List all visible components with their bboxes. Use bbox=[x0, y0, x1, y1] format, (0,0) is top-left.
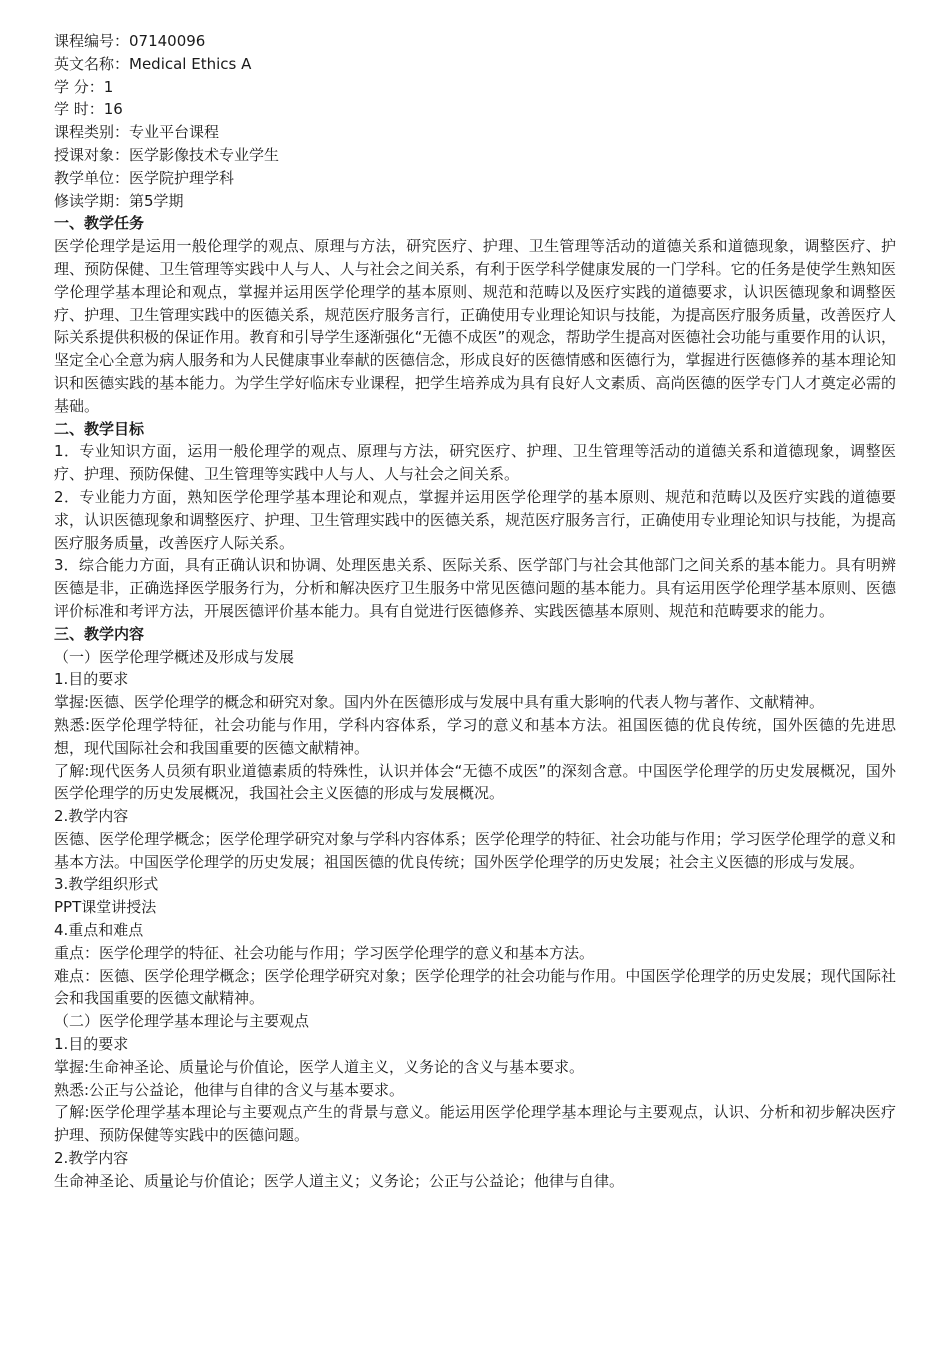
unit-1 bbox=[54, 646, 896, 1011]
teaching-form: PPT课堂讲授法 bbox=[54, 898, 157, 917]
key-points: 重点：医学伦理学的特征、社会功能与作用；学习医学伦理学的意义和基本方法。 bbox=[54, 943, 595, 962]
unit-title: （二）医学伦理学基本理论与主要观点 bbox=[54, 1012, 310, 1031]
requirement-understand: 了解:现代医务人员须有职业道德素质的特殊性，认识并体会“无德不成医”的深刻含意。中国医学伦理学的历史发展概况，国外医学伦理学的历史发展概况，我国社会主义医德的形成与发展概况。 bbox=[54, 761, 896, 803]
requirement-familiar: 熟悉:公正与公益论，他律与自律的含义与基本要求。 bbox=[54, 1080, 405, 1099]
section-heading: 三、教学内容 bbox=[54, 624, 145, 643]
requirement-understand: 了解:医学伦理学基本理论与主要观点产生的背景与意义。能运用医学伦理学基本理论与主要观点，认识、分析和初步解决医疗护理、预防保健等实践中的医德问题。 bbox=[54, 1103, 896, 1145]
english-name: 英文名称：Medical Ethics A bbox=[54, 54, 252, 73]
course-meta bbox=[54, 30, 896, 212]
sub-heading: 1.目的要求 bbox=[54, 670, 129, 689]
credits: 学 分：1 bbox=[54, 77, 114, 96]
semester: 修读学期：第5学期 bbox=[54, 191, 184, 210]
goal-item: 2．专业能力方面，熟知医学伦理学基本理论和观点，掌握并运用医学伦理学的基本原则、规范和范畴以及医疗实践的道德要求，认识医德现象和调整医疗、护理、卫生管理实践中的医德关系，规范医疗服务言行，正确使用专业理论知识与技能，为提高医疗服务质量，改善医疗人际关系。 bbox=[54, 487, 896, 552]
requirement-master: 掌握:生命神圣论、质量论与价值论，医学人道主义，义务论的含义与基本要求。 bbox=[54, 1057, 585, 1076]
department: 教学单位：医学院护理学科 bbox=[54, 168, 235, 187]
sub-heading: 2.教学内容 bbox=[54, 1149, 129, 1168]
section-heading: 一、教学任务 bbox=[54, 214, 145, 233]
unit-2 bbox=[54, 1010, 896, 1192]
requirement-familiar: 熟悉:医学伦理学特征，社会功能与作用，学科内容体系，学习的意义和基本方法。祖国医德的优良传统，国外医德的先进思想，现代国际社会和我国重要的医德文献精神。 bbox=[54, 715, 896, 757]
sub-heading: 2.教学内容 bbox=[54, 807, 129, 826]
unit-content: 医德、医学伦理学概念；医学伦理学研究对象与学科内容体系；医学伦理学的特征、社会功能与作用；学习医学伦理学的意义和基本方法。中国医学伦理学的历史发展；祖国医德的优良传统；国外医学伦理学的历史发展；社会主义医德的形成与发展。 bbox=[54, 829, 896, 871]
difficult-points: 难点：医德、医学伦理学概念；医学伦理学研究对象；医学伦理学的社会功能与作用。中国医学伦理学的历史发展；现代国际社会和我国重要的医德文献精神。 bbox=[54, 966, 896, 1008]
sub-heading: 3.教学组织形式 bbox=[54, 875, 159, 894]
unit-content: 生命神圣论、质量论与价值论；医学人道主义；义务论；公正与公益论；他律与自律。 bbox=[54, 1171, 625, 1190]
sub-heading: 4.重点和难点 bbox=[54, 921, 144, 940]
sub-heading: 1.目的要求 bbox=[54, 1035, 129, 1054]
course-category: 课程类别：专业平台课程 bbox=[54, 123, 220, 142]
section-teaching-goals bbox=[54, 418, 896, 623]
course-code: 课程编号：07140096 bbox=[54, 32, 206, 50]
unit-title: （一）医学伦理学概述及形成与发展 bbox=[54, 647, 295, 666]
section-heading: 二、教学目标 bbox=[54, 419, 145, 438]
section-teaching-content bbox=[54, 623, 896, 1193]
goal-item: 3．综合能力方面，具有正确认识和协调、处理医患关系、医际关系、医学部门与社会其他部门之间关系的基本能力。具有明辨医德是非，正确选择医学服务行为，分析和解决医疗卫生服务中常见医德问题的基本能力。具有运用医学伦理学基本原则、医德评价标准和考评方法，开展医德评价基本能力。具有自觉进行医德修养、实践医德基本原则、规范和范畴要求的能力。 bbox=[54, 556, 896, 620]
syllabus-page bbox=[54, 30, 896, 1193]
hours: 学 时：16 bbox=[54, 100, 123, 119]
requirement-master: 掌握:医德、医学伦理学的概念和研究对象。国内外在医德形成与发展中具有重大影响的代表人物与著作、文献精神。 bbox=[54, 693, 825, 712]
goal-item: 1．专业知识方面，运用一般伦理学的观点、原理与方法，研究医疗、护理、卫生管理等活动的道德关系和道德现象，调整医疗、护理、预防保健、卫生管理等实践中人与人、人与社会之间关系。 bbox=[54, 442, 896, 484]
audience: 授课对象：医学影像技术专业学生 bbox=[54, 145, 280, 164]
section-body: 医学伦理学是运用一般伦理学的观点、原理与方法，研究医疗、护理、卫生管理等活动的道德关系和道德现象，调整医疗、护理、预防保健、卫生管理等实践中人与人、人与社会之间关系，有利于医学科学健康发展的一门学科。它的任务是使学生熟知医学伦理学基本理论和观点，掌握并运用医学伦理学的基本原则、规范和范畴以及医疗实践的道德要求，认识医德现象和调整医疗、护理、卫生管理实践中的医德关系，规范医疗服务言行，正确使用专业理论知识与技能，为提高医疗服务质量，改善医疗人际关系提供积极的保证作用。教育和引导学生逐渐强化“无德不成医”的观念，帮助学生提高对医德社会功能与重要作用的认识，坚定全心全意为病人服务和为人民健康事业奉献的医德信念，形成良好的医德情感和医德行为，掌握进行医德修养的基本理论知识和医德实践的基本能力。为学生学好临床专业课程，把学生培养成为具有良好人文素质、高尚医德的医学专门人才奠定必需的基础。 bbox=[54, 237, 896, 415]
section-teaching-task bbox=[54, 212, 896, 417]
